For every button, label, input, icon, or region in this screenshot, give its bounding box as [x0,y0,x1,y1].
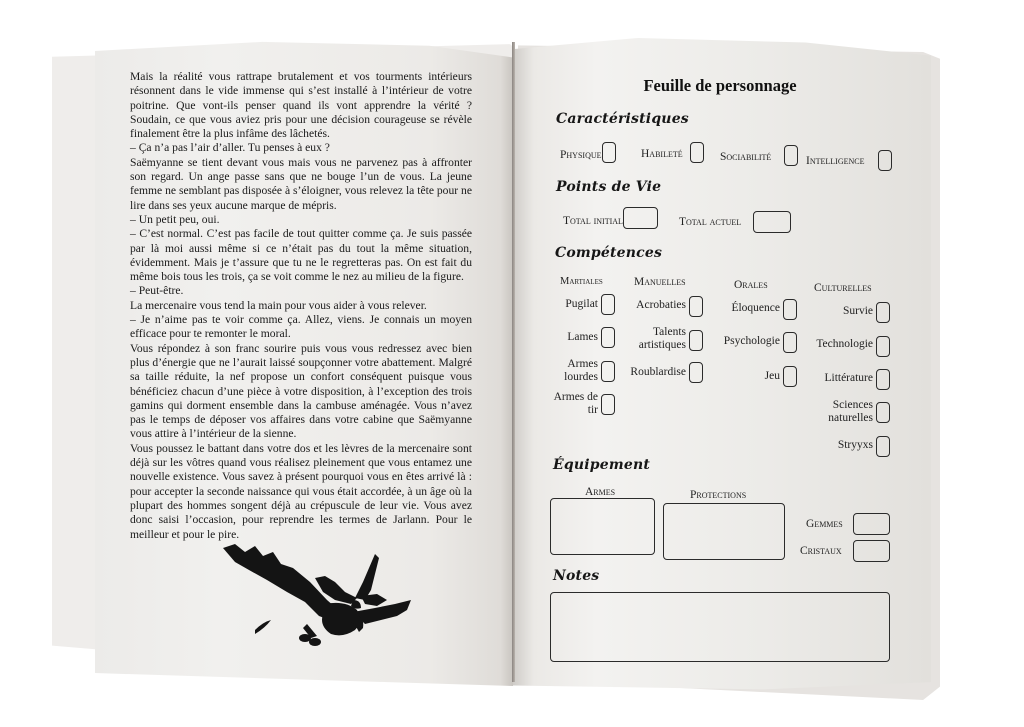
equipment-label-gemmes: Gemmes [806,518,843,530]
equipment-label-armes: Armes [585,486,616,498]
stat-box-intelligence[interactable] [878,150,892,171]
skill-label-acrobaties: Acrobaties [636,299,686,311]
story-text [130,70,472,542]
paragraph: – C’est normal. C’est pas facile de tout quitter comme ça. Je suis passée par là moi aussi même si ce n’était pas du tout la même situation, évidemment. Mais je t’assure que tu ne le regretteras pas. On est fait du même bois tous les trois, ça se voit comme le nez au milieu de la figure. [130,227,472,284]
skill-box-survie[interactable] [876,302,890,323]
stat-label-sociabilite: Sociabilité [720,151,772,163]
skill-box-eloquence[interactable] [783,299,797,320]
column-header-manuelles: Manuelles [634,276,686,288]
skill-label-psychologie: Psychologie [723,335,780,347]
skill-label-jeu: Jeu [764,370,780,382]
skill-label-stryyxs: Stryyxs [837,439,873,451]
skill-box-armes-lourdes[interactable] [601,361,615,382]
skill-box-pugilat[interactable] [601,294,615,315]
equipment-box-protections[interactable] [663,503,785,560]
skill-box-lames[interactable] [601,327,615,348]
stat-box-sociabilite[interactable] [784,145,798,166]
paragraph: – Peut-être. [130,284,184,298]
skill-label-armes-lourdes: Armes lourdes [564,358,598,383]
paragraph: La mercenaire vous tend la main pour vous aider à vous relever. [130,298,427,312]
skill-box-technologie[interactable] [876,336,890,357]
hp-label-actuel: Total actuel [679,216,742,228]
hp-box-initial[interactable] [623,207,658,229]
skill-box-litterature[interactable] [876,369,890,390]
section-heading-competences: Compétences [555,245,663,261]
stat-label-intelligence: Intelligence [806,155,865,167]
paragraph: – Ça n’a pas l’air d’aller. Tu penses à eux ? [130,141,330,155]
paragraph: Vous répondez à son franc sourire puis vous vous redressez avec bien plus d’énergie que ne l’aurait laissé soupçonner votre abattement. Malgré sa taille réduite, la nef propose un confort conséquent puisque vous bénéficiez chacun d’une pièce à votre disposition, à l’exception des trois gamins qui dorment ensemble dans la cambuse aménagée. Vous n’avez pas le temps de déposer vos affaires dans votre cabine que Saëmyanne vous attire à l’intérieur de la sienne. [130,341,472,441]
skill-label-survie: Survie [842,305,873,317]
book-spine [512,42,515,682]
paragraph: Vous poussez le battant dans votre dos et les lèvres de la mercenaire sont déjà sur les vôtres quand vous réalisez pleinement que vous entamez une nouvelle existence. Vous savez à présent pourquoi vous en êtes arrivé là : pour accepter la seconde naissance qui vous était accordée, à un âge où la plupart des hommes songent déjà au crépuscule de leur vie. Vous avez donc saisi l’occasion, pour reprendre les termes de Jarlann. Pour le meilleur et pour le pire. [130,441,472,541]
section-heading-points-de-vie: Points de Vie [556,179,662,195]
skill-box-armes-de-tir[interactable] [601,394,615,415]
paragraph: Saëmyanne se tient devant vous mais vous ne parvenez pas à affronter son regard. Un ange passe sans que ne bouge l’un de vous. La jeune femme ne semblant pas disposée à s’éloigner, vous relevez la tête pour ne lire dans ses yeux aucune marque de mépris. [130,155,472,212]
skill-label-sciences-naturelles: Sciences naturelles [828,399,873,424]
stat-box-habilete[interactable] [690,142,704,163]
equipment-box-armes[interactable] [550,498,655,555]
section-heading-caracteristiques: Caractéristiques [556,111,689,127]
column-header-martiales: Martiales [560,276,603,287]
equipment-label-cristaux: Cristaux [800,545,842,557]
column-header-orales: Orales [734,279,768,291]
page-title: Feuille de personnage [643,76,797,95]
equipment-label-protections: Protections [690,489,747,501]
skill-label-eloquence: Éloquence [731,302,780,314]
stat-label-physique: Physique [560,149,602,161]
section-heading-equipement: Équipement [553,457,651,473]
skill-box-psychologie[interactable] [783,332,797,353]
paragraph: – Je n’aime pas te voir comme ça. Allez, viens. Je connais un moyen efficace pour te remonter le moral. [130,313,472,341]
section-heading-notes: Notes [553,568,600,584]
notes-box[interactable] [550,592,890,662]
paragraph: Mais la réalité vous rattrape brutalement et vos tourments intérieurs résonnent dans le vide immense qui s’est installé à l’intérieur de votre poitrine. Que vont-ils penser quand ils vont apprendre la vérité ? Soudain, ce que vous aviez pris pour une décision courageuse se révèle finalement être la plus infâme des lâchetés. [130,70,472,141]
skill-box-roublardise[interactable] [689,362,703,383]
skill-label-technologie: Technologie [816,338,873,350]
paragraph: – Un petit peu, oui. [130,212,220,226]
skill-box-jeu[interactable] [783,366,797,387]
equipment-box-cristaux[interactable] [853,540,890,562]
skill-box-sciences-naturelles[interactable] [876,402,890,423]
skill-label-lames: Lames [567,331,598,343]
equipment-box-gemmes[interactable] [853,513,890,535]
stat-box-physique[interactable] [602,142,616,163]
skill-box-stryyxs[interactable] [876,436,890,457]
skill-label-roublardise: Roublardise [630,366,686,378]
skill-label-pugilat: Pugilat [565,298,598,310]
hp-label-initial: Total initial [563,215,623,227]
skill-box-talents-artistiques[interactable] [689,330,703,351]
skill-label-talents-artistiques: Talents artistiques [638,326,686,351]
hp-box-actuel[interactable] [753,211,791,233]
skill-label-armes-de-tir: Armes de tir [553,391,598,416]
skill-label-litterature: Littérature [824,372,873,384]
skill-box-acrobaties[interactable] [689,296,703,317]
stat-label-habilete: Habileté [641,148,683,160]
column-header-culturelles: Culturelles [814,282,872,294]
eagles-illustration-icon [215,538,435,648]
